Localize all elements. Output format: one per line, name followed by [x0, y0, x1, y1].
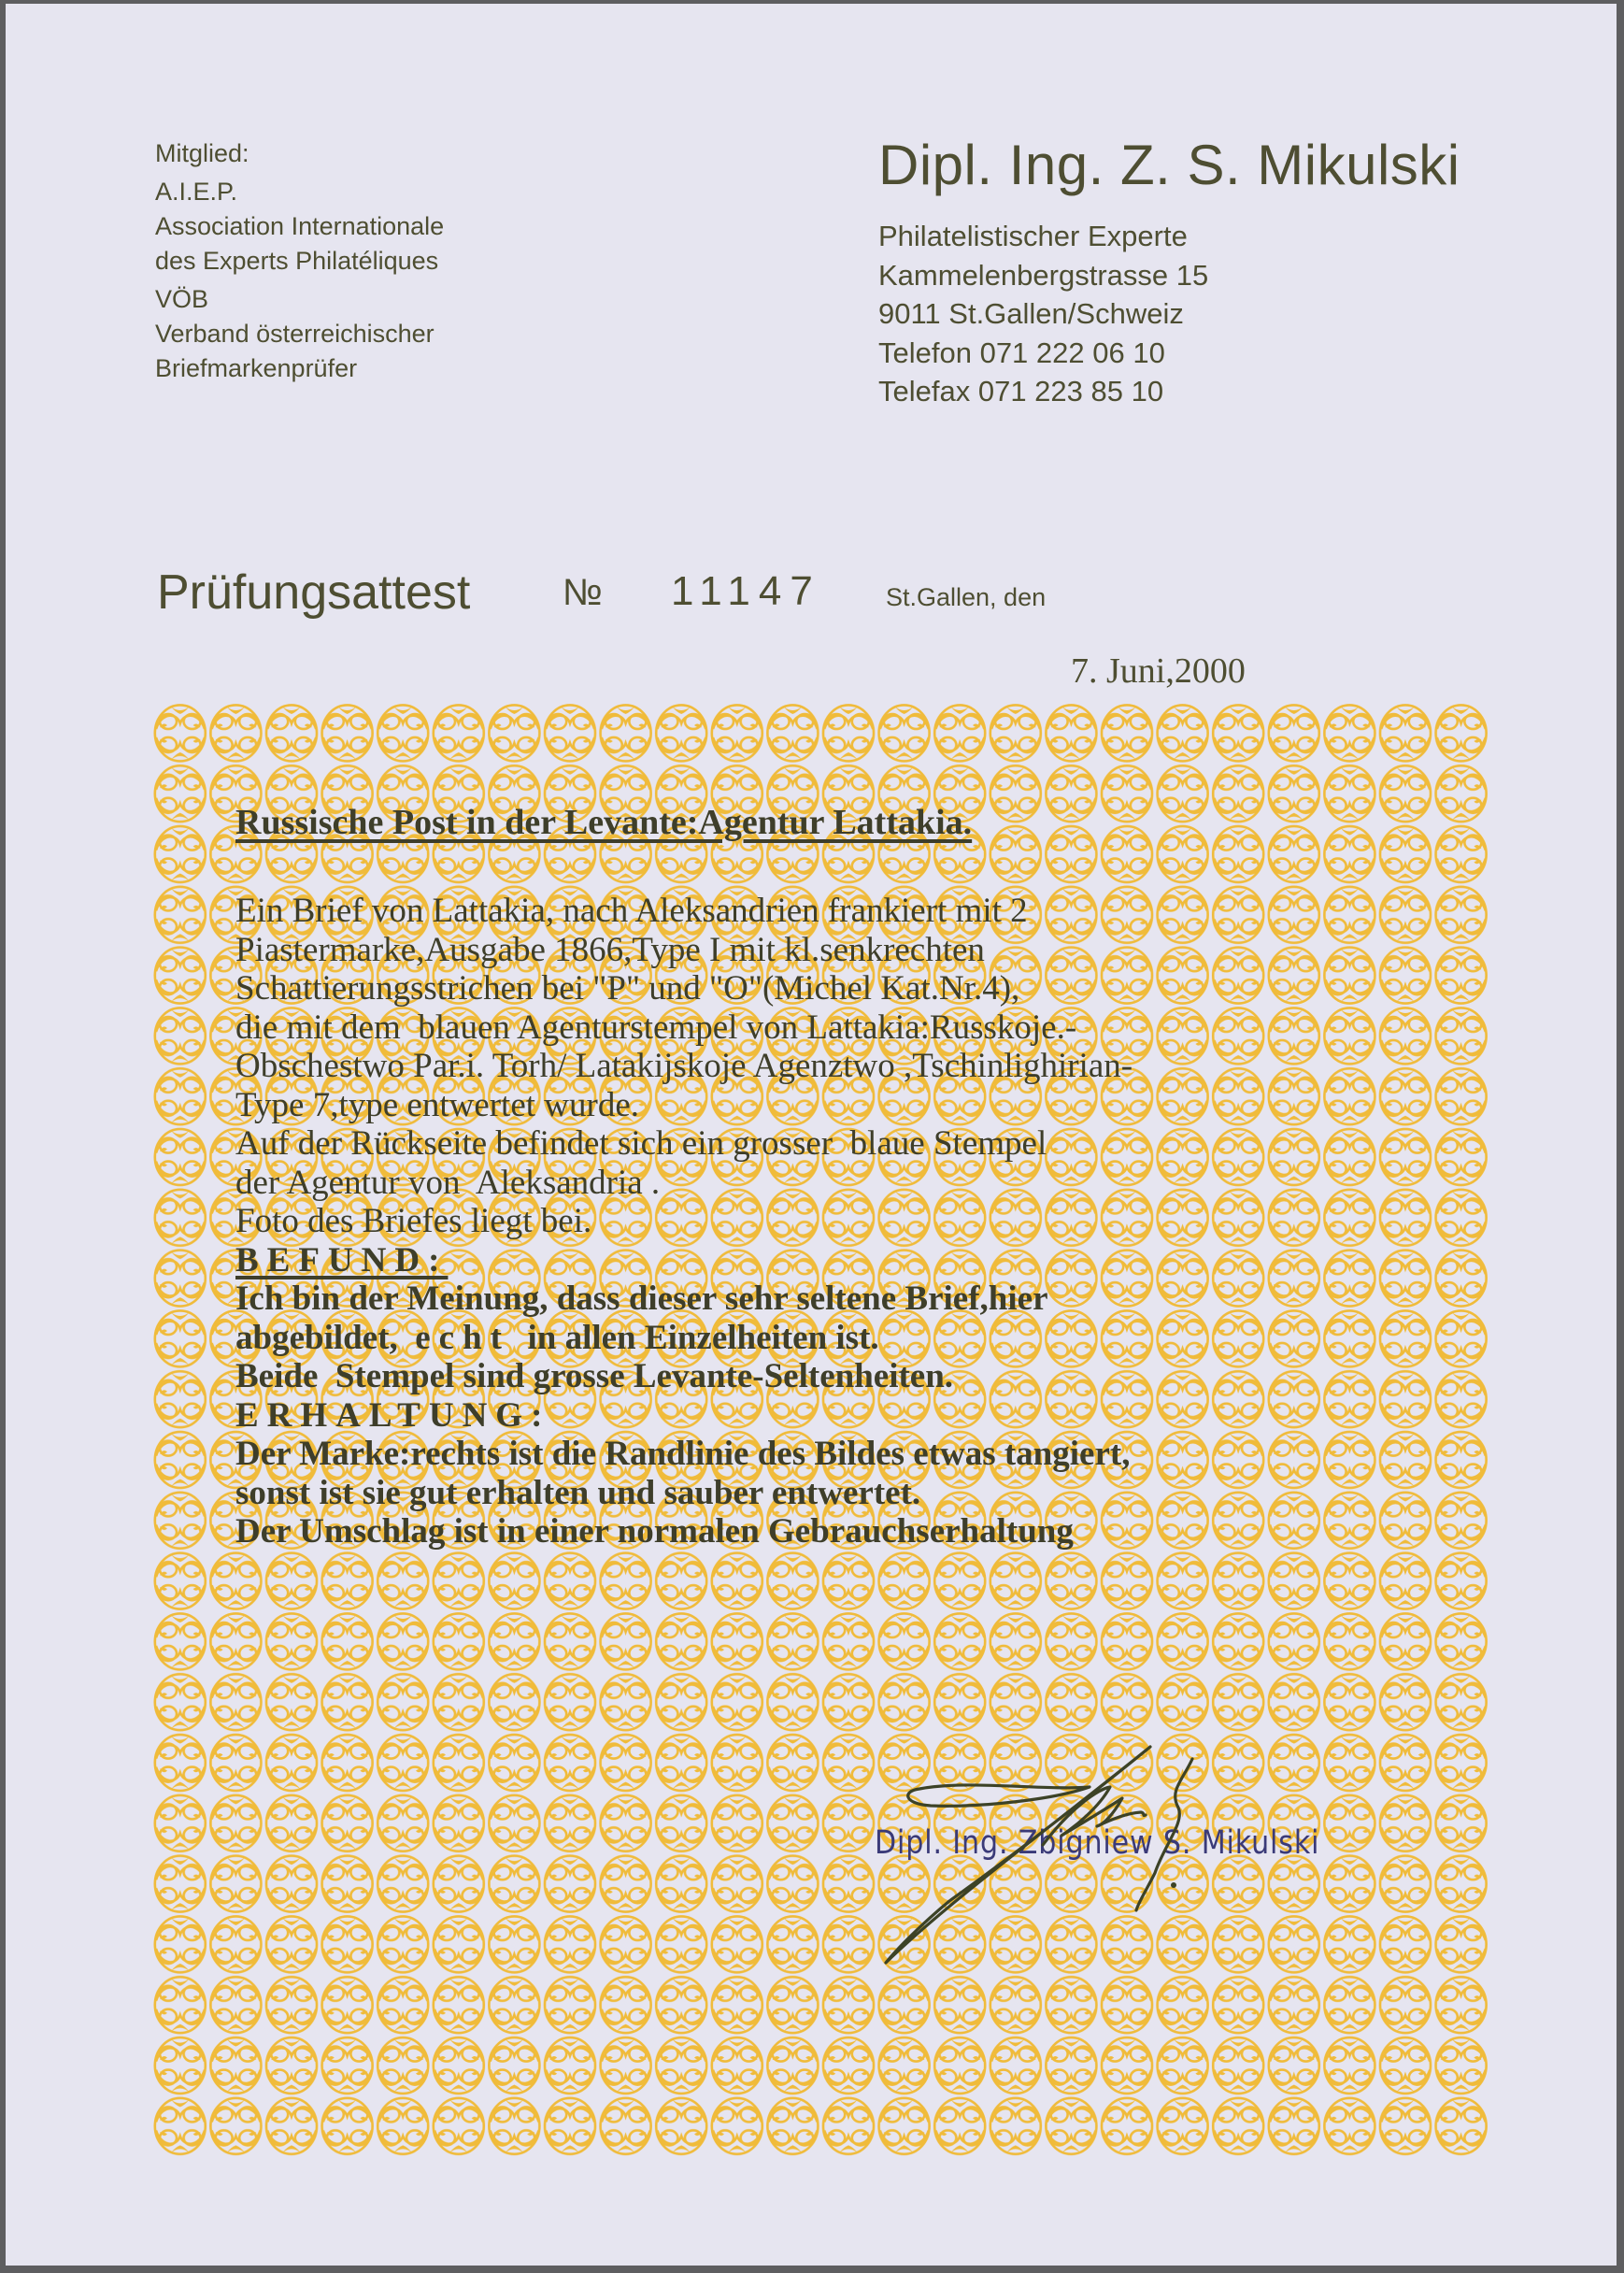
erhaltung-line: Der Marke:rechts ist die Randlinie des Bildes etwas tangiert, [235, 1435, 1131, 1473]
aiep-name-line1: Association Internationale [155, 212, 445, 240]
description-line: Piastermarke,Ausgabe 1866,Type I mit kl.senkrechten [235, 930, 985, 969]
description-line: Ein Brief von Lattakia, nach Aleksandrien frankiert mit 2 [235, 892, 1028, 930]
description-line: Foto des Briefes liegt bei. [235, 1202, 592, 1240]
description-line: Type 7,type entwertet wurde. [235, 1085, 640, 1124]
description-line: Auf der Rückseite befindet sich ein grosser blaue Stempel [235, 1124, 1047, 1163]
erhaltung-heading: ERHALTUNG: [235, 1395, 551, 1435]
name-stamp: Dipl. Ing. Zbigniew S. Mikulski [875, 1824, 1320, 1862]
expert-fax: Telefax 071 223 85 10 [878, 375, 1164, 407]
befund-line [235, 1319, 1133, 1358]
certificate-body [235, 798, 1133, 1551]
befund-line2-post: in allen Einzelheiten ist. [509, 1318, 879, 1357]
number-sign: № [563, 572, 603, 613]
certificate-date: 7. Juni,2000 [1071, 651, 1246, 691]
description-line: die mit dem blauen Agenturstempel von Lattakia:Russkoje.- [235, 1008, 1077, 1047]
description-line: Obschestwo Par.i. Torh/ Latakijskoje Agenztwo ,Tschinlighirian- [235, 1047, 1133, 1085]
voeb-abbreviation: VÖB [155, 285, 209, 313]
voeb-name-line2: Briefmarkenprüfer [155, 354, 358, 382]
expert-street: Kammelenbergstrasse 15 [878, 258, 1209, 292]
aiep-abbreviation: A.I.E.P. [155, 178, 238, 206]
erhaltung-line: Der Umschlag ist in einer normalen Gebrauchserhaltung [235, 1512, 1074, 1551]
expert-title: Philatelistischer Experte [878, 220, 1188, 252]
membership-label: Mitglied: [155, 139, 249, 167]
befund-line: Beide Stempel sind grosse Levante-Seltenheiten. [235, 1357, 954, 1395]
voeb-name-line1: Verband österreichischer [155, 320, 434, 348]
expert-name: Dipl. Ing. Z. S. Mikulski [878, 134, 1460, 196]
befund-line2-pre: abgebildet, [235, 1318, 416, 1357]
befund-line: Ich bin der Meinung, dass dieser sehr seltene Brief,hier [235, 1279, 1048, 1318]
description-line: Schattierungsstrichen bei "P" und "O"(Michel Kat.Nr.4), [235, 969, 1020, 1008]
certificate-number: 11147 [671, 568, 821, 614]
echt-emphasis: echt [415, 1318, 510, 1357]
description-paragraph [235, 892, 1133, 1551]
membership-block [155, 136, 444, 386]
aiep-name-line2: des Experts Philatéliques [155, 247, 439, 275]
certificate-title: Prüfungsattest [157, 565, 471, 620]
subject-heading: Russische Post in der Levante:Agentur Lattakia. [235, 803, 973, 842]
handwritten-signature [865, 1733, 1389, 1976]
erhaltung-line: sonst ist sie gut erhalten und sauber entwertet. [235, 1473, 921, 1512]
expert-contact-block [878, 217, 1208, 411]
expert-city: 9011 St.Gallen/Schweiz [878, 297, 1184, 330]
befund-heading: BEFUND: [235, 1240, 449, 1279]
expert-phone: Telefon 071 222 06 10 [878, 336, 1165, 369]
description-line: der Agentur von Aleksandria . [235, 1163, 661, 1202]
certificate-place: St.Gallen, den [886, 583, 1047, 611]
certificate-page [6, 4, 1617, 2266]
